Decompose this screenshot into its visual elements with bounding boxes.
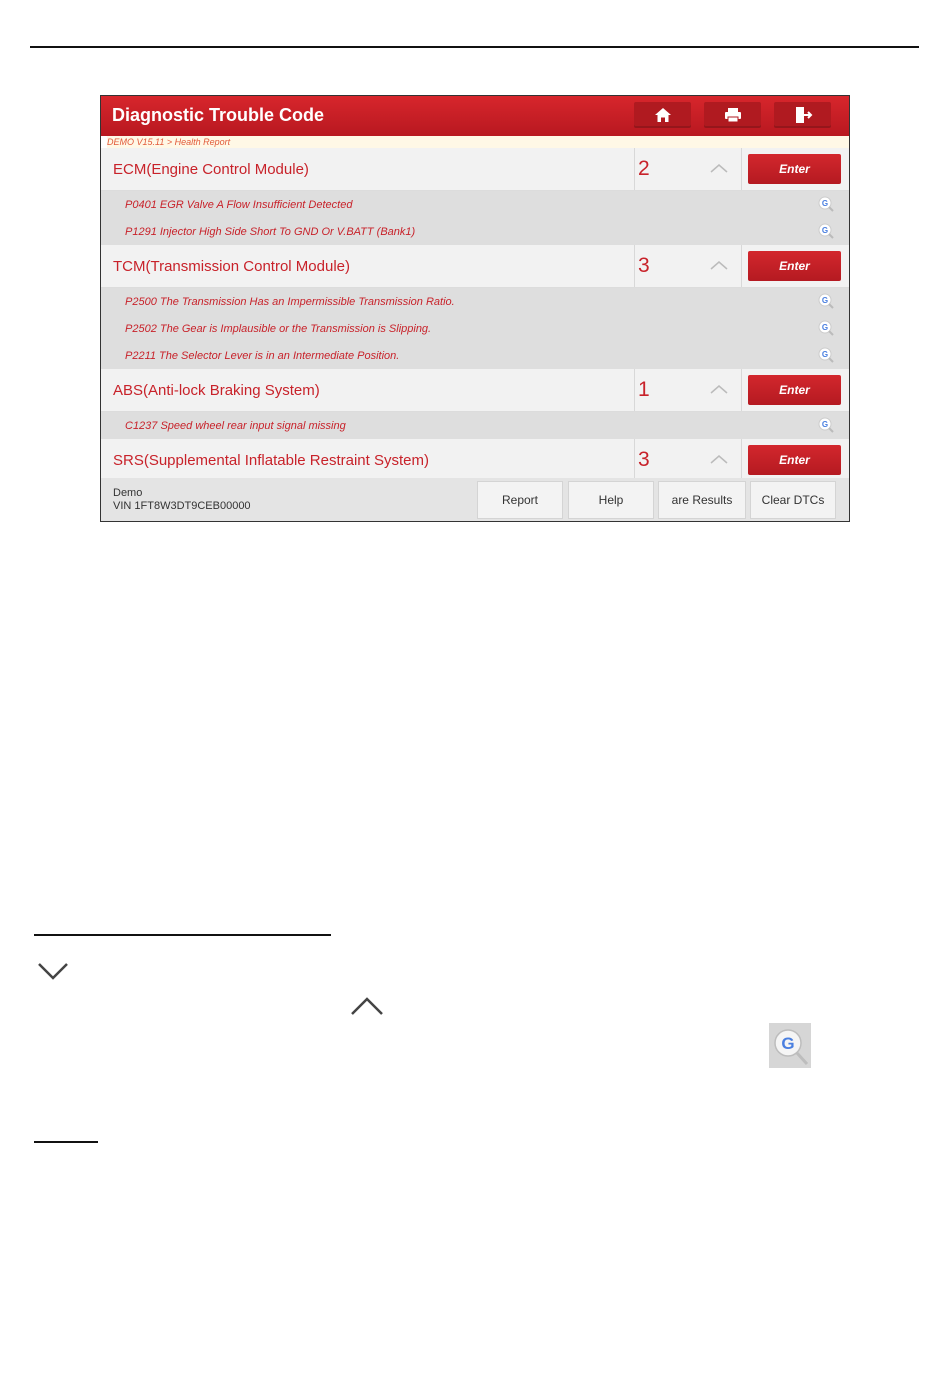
dtc-screen (100, 95, 850, 522)
google-search-icon (769, 1023, 811, 1068)
enter-button[interactable]: Enter (748, 154, 841, 184)
module-name: ECM(Engine Control Module) (113, 161, 309, 178)
dtc-text: P1291 Injector High Side Short To GND Or V.BATT (Bank1) (125, 226, 416, 238)
print-button[interactable] (704, 102, 761, 128)
dtc-count: 1 (638, 378, 650, 401)
dtc-row (101, 191, 849, 218)
google-search-icon[interactable] (817, 195, 835, 213)
module-row-abs[interactable] (101, 369, 849, 412)
svg-text:G: G (821, 420, 829, 429)
dtc-text: C1237 Speed wheel rear input signal missing (125, 420, 346, 432)
home-button[interactable] (634, 102, 691, 128)
module-row-tcm[interactable] (101, 245, 849, 288)
footer-bar (101, 478, 849, 521)
dtc-text: P2500 The Transmission Has an Impermissible Transmission Ratio. (125, 296, 455, 308)
google-search-icon[interactable] (817, 346, 835, 364)
chevron-up-icon (349, 995, 385, 1017)
section-rule (34, 1141, 98, 1143)
chevron-up-icon[interactable] (709, 259, 729, 271)
module-row-ecm[interactable] (101, 148, 849, 191)
title-bar (101, 96, 849, 136)
breadcrumb: DEMO V15.11 > Health Report (107, 136, 849, 148)
chevron-up-icon[interactable] (709, 383, 729, 395)
divider (634, 439, 635, 478)
svg-text:G: G (821, 226, 829, 235)
dtc-row (101, 218, 849, 245)
report-button[interactable]: Report (477, 481, 563, 519)
divider (741, 148, 742, 190)
section-rule (34, 934, 331, 936)
dtc-count: 3 (638, 254, 650, 277)
vin-text: VIN 1FT8W3DT9CEB00000 (113, 500, 251, 512)
dtc-count: 2 (638, 157, 650, 180)
svg-text:G: G (821, 323, 829, 332)
dtc-text: P2502 The Gear is Implausible or the Transmission is Slipping. (125, 323, 432, 335)
module-row-srs[interactable] (101, 439, 849, 478)
clear-dtcs-button[interactable]: Clear DTCs (750, 481, 836, 519)
vehicle-info (113, 487, 251, 513)
module-name: TCM(Transmission Control Module) (113, 258, 350, 275)
dtc-text: P2211 The Selector Lever is in an Intermediate Position. (125, 350, 400, 362)
printer-icon (723, 107, 743, 123)
enter-button[interactable]: Enter (748, 375, 841, 405)
dtc-count: 3 (638, 448, 650, 471)
svg-text:G: G (821, 296, 829, 305)
divider (741, 369, 742, 411)
module-list (101, 148, 849, 478)
google-search-icon[interactable] (817, 222, 835, 240)
divider (741, 245, 742, 287)
google-search-icon[interactable] (817, 319, 835, 337)
divider (634, 245, 635, 287)
svg-text:G: G (781, 1034, 795, 1053)
home-icon (654, 107, 672, 123)
page-title: Diagnostic Trouble Code (112, 105, 325, 125)
svg-text:G: G (821, 199, 829, 208)
chevron-up-icon[interactable] (709, 162, 729, 174)
dtc-row (101, 315, 849, 342)
dtc-row (101, 288, 849, 315)
divider (634, 148, 635, 190)
help-button[interactable]: Help (568, 481, 654, 519)
enter-button[interactable]: Enter (748, 445, 841, 475)
google-search-icon[interactable] (817, 416, 835, 434)
divider (634, 369, 635, 411)
exit-icon (793, 106, 813, 124)
compare-results-button[interactable]: are Results (658, 481, 746, 519)
chevron-up-icon[interactable] (709, 453, 729, 465)
google-search-icon-sample (769, 1023, 811, 1068)
module-name: SRS(Supplemental Inflatable Restraint System) (113, 452, 429, 469)
dtc-text: P0401 EGR Valve A Flow Insufficient Detected (125, 199, 353, 211)
google-search-icon[interactable] (817, 292, 835, 310)
dtc-row (101, 342, 849, 369)
enter-button[interactable]: Enter (748, 251, 841, 281)
divider (741, 439, 742, 478)
chevron-down-icon (36, 960, 70, 982)
page-top-rule (30, 46, 919, 48)
vehicle-name: Demo (113, 487, 143, 499)
module-name: ABS(Anti-lock Braking System) (113, 382, 320, 399)
exit-button[interactable] (774, 102, 831, 128)
dtc-row (101, 412, 849, 439)
svg-text:G: G (821, 350, 829, 359)
